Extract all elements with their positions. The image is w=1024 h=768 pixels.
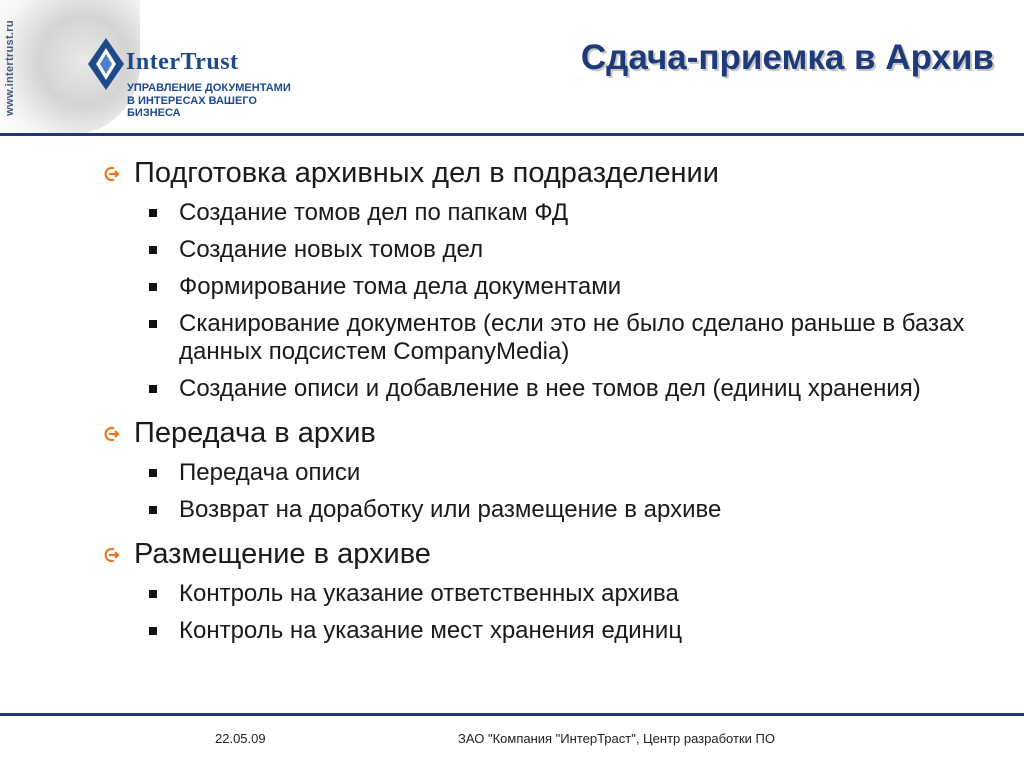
logo-name: InterTrust — [126, 49, 239, 75]
square-bullet-icon — [149, 283, 157, 291]
square-bullet-icon — [149, 320, 157, 328]
circled-arrow-icon — [104, 166, 120, 182]
square-bullet-icon — [149, 385, 157, 393]
bullet-list — [104, 152, 984, 645]
list-item: Создание описи и добавление в нее томов дел (единиц хранения) — [104, 375, 984, 403]
square-bullet-icon — [149, 590, 157, 598]
list-item: Контроль на указание мест хранения единиц — [104, 617, 984, 645]
list-item: Сканирование документов (если это не было сделано раньше в базах данных подсистем CompanyMedia) — [104, 310, 984, 366]
square-bullet-icon — [149, 469, 157, 477]
square-bullet-icon — [149, 246, 157, 254]
list-item: Формирование тома дела документами — [104, 273, 984, 301]
footer-divider — [0, 713, 1024, 716]
section-heading — [104, 156, 984, 190]
square-bullet-icon — [149, 209, 157, 217]
list-item: Передача описи — [104, 459, 984, 487]
footer-organization: ЗАО "Компания "ИнтерТраст", Центр разработки ПО — [458, 731, 775, 746]
section-label: Подготовка архивных дел в подразделении — [134, 157, 719, 189]
list-item: Создание томов дел по папкам ФД — [104, 199, 984, 227]
square-bullet-icon — [149, 627, 157, 635]
list-item: Возврат на доработку или размещение в архиве — [104, 496, 984, 524]
logo — [0, 0, 300, 135]
diamond-logo-icon — [86, 36, 126, 92]
footer-date: 22.05.09 — [215, 731, 266, 746]
logo-url: www.intertrust.ru — [3, 20, 16, 116]
page-title: Сдача-приемка в Архив — [580, 38, 994, 77]
list-item: Контроль на указание ответственных архива — [104, 580, 984, 608]
section-heading — [104, 416, 984, 450]
section-label: Передача в архив — [134, 417, 376, 449]
circled-arrow-icon — [104, 547, 120, 563]
logo-tagline: В ИНТЕРЕСАХ ВАШЕГО БИЗНЕСА — [127, 95, 257, 119]
section-heading — [104, 537, 984, 571]
list-item: Создание новых томов дел — [104, 236, 984, 264]
logo-tagline: УПРАВЛЕНИЕ ДОКУМЕНТАМИ — [127, 82, 291, 94]
circled-arrow-icon — [104, 426, 120, 442]
square-bullet-icon — [149, 506, 157, 514]
section-label: Размещение в архиве — [134, 538, 431, 570]
header-divider — [0, 133, 1024, 136]
